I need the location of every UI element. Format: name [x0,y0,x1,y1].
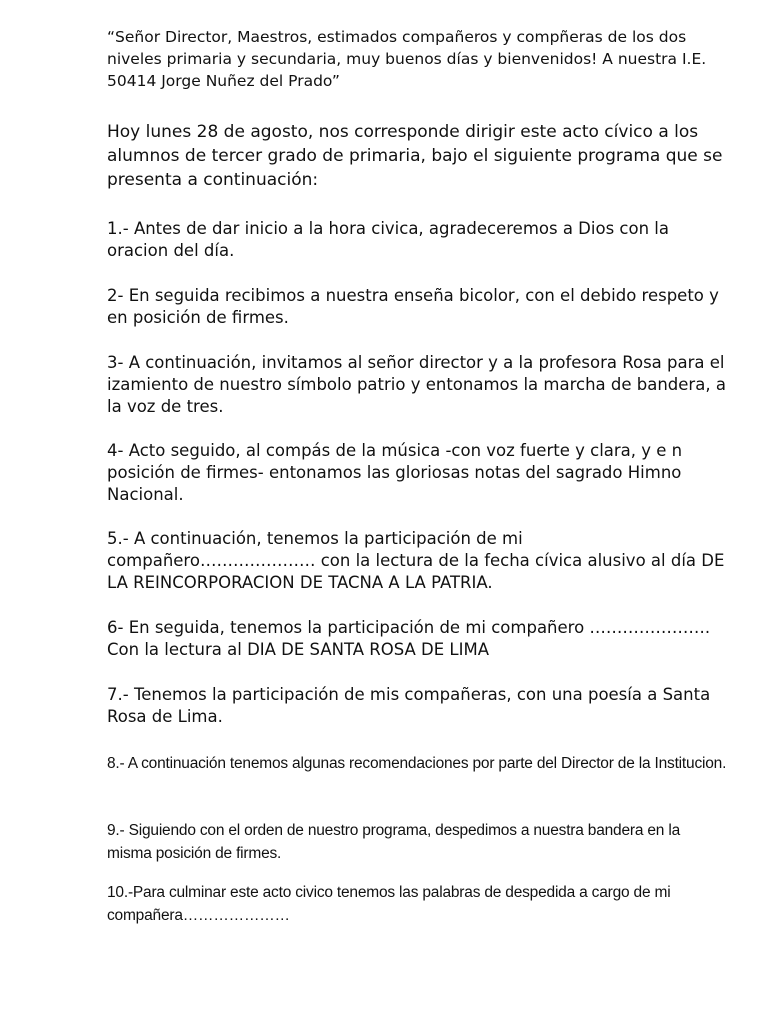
program-item-4: 4- Acto seguido, al compás de la música -con voz fuerte y clara, y e n posición de firmes- entonamos las gloriosas notas del sagrado Himno Nacional. [107,441,683,504]
program-item-9: 9.- Siguiendo con el orden de nuestro programa, despedimos a nuestra bandera en la misma posición de firmes. [107,822,680,862]
program-item-5: 5.- A continuación, tenemos la participación de mi compañero………………… con la lectura de la fecha cívica alusivo al día DE LA REINCORPORACION DE TACNA A LA PATRIA. [107,529,725,592]
program-item-8: 8.- A continuación tenemos algunas recomendaciones por parte del Director de la Institucion. [107,755,727,772]
program-intro-paragraph: Hoy lunes 28 de agosto, nos corresponde dirigir este acto cívico a los alumnos de tercer grado de primaria, bajo el siguiente programa que se presenta a continuación: [107,122,723,190]
program-item-10: 10.-Para culminar este acto civico tenemos las palabras de despedida a cargo de mi compañera………………… [107,884,671,924]
program-item-7: 7.- Tenemos la participación de mis compañeras, con una poesía a Santa Rosa de Lima. [107,685,711,726]
program-item-1: 1.- Antes de dar inicio a la hora civica, agradeceremos a Dios con la oracion del día. [107,219,669,260]
program-item-3: 3- A continuación, invitamos al señor director y a la profesora Rosa para el izamiento de nuestro símbolo patrio y entonamos la marcha de bandera, a la voz de tres. [107,353,726,416]
greeting-paragraph: “Señor Director, Maestros, estimados compañeros y compñeras de los dos niveles primaria y secundaria, muy buenos días y bienvenidos! A nuestra I.E. 50414 Jorge Nuñez del Prado” [107,28,707,90]
program-item-2: 2- En seguida recibimos a nuestra enseña bicolor, con el debido respeto y en posición de firmes. [107,286,719,327]
program-item-6: 6- En seguida, tenemos la participación de mi compañero …………………. Con la lectura al DIA DE SANTA ROSA DE LIMA [107,618,711,659]
